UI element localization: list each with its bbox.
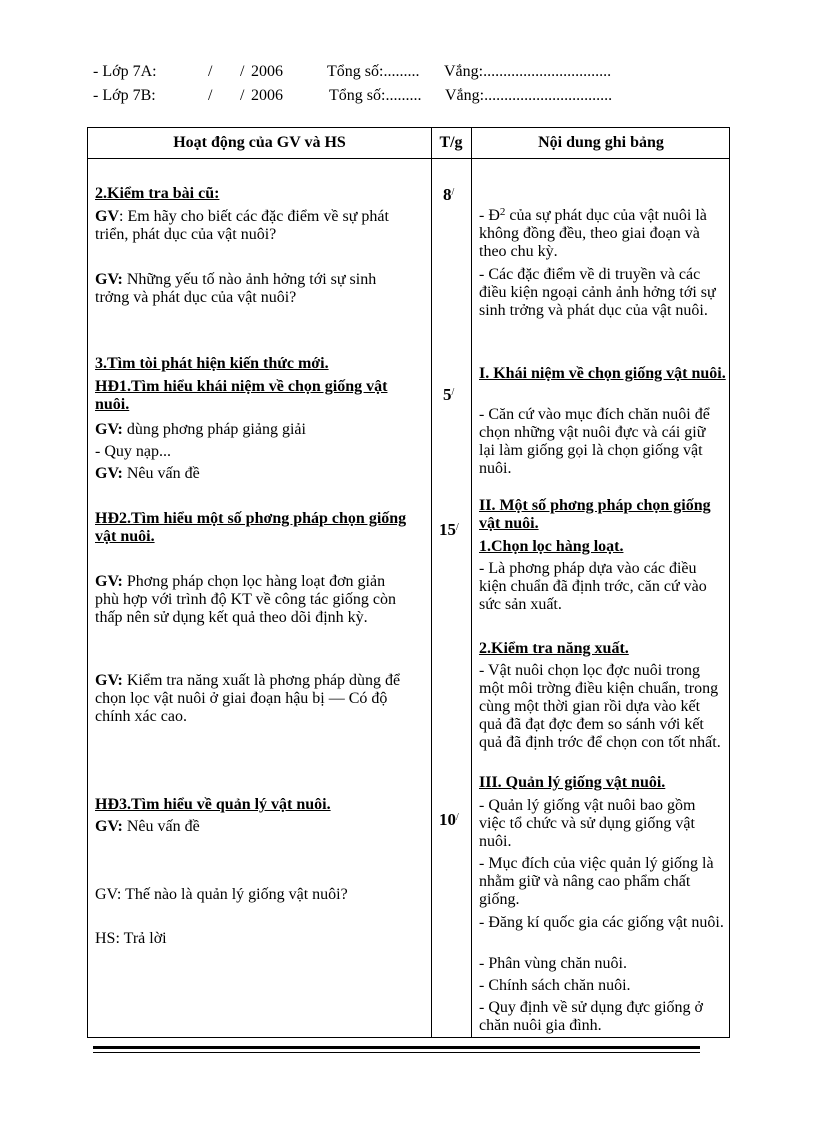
teacher-note: GV: Phơng pháp chọn lọc hàng loạt đơn giản phù hợp với trình độ KT về công tác giống còn thấp nên sử dụng kết quả theo dõi định kỳ. [95, 573, 397, 626]
total-count: Tổng số:......... [327, 63, 420, 80]
column-header-content: Nội dung ghi bảng [538, 134, 664, 151]
column-divider [431, 128, 432, 1037]
teacher-note: GV: Nêu vấn đề [95, 818, 200, 835]
header-divider [88, 158, 729, 159]
section-title: 3.Tìm tòi phát hiện kiến thức mới. [95, 355, 329, 372]
content-note: - Mục đích của việc quản lý giống là nhằm giữ và nâng cao phẩm chất giống. [479, 855, 714, 908]
date-sep: / [240, 63, 245, 80]
year: 2006 [251, 63, 283, 80]
content-note: - Các đặc điểm về di truyền và các điều kiện ngoại cảnh ảnh hởng tới sự sinh trởng và phát dục của vật nuôi. [479, 266, 716, 319]
section-heading: I. Khái niệm về chọn giống vật nuôi. [479, 365, 726, 382]
activity-title: HĐ3.Tìm hiểu về quản lý vật nuôi. [95, 796, 331, 813]
content-note: - Đăng kí quốc gia các giống vật nuôi. [479, 914, 724, 931]
time-value: 10/ [439, 810, 459, 829]
total-count: Tổng số:......... [329, 87, 422, 104]
content-note: - Là phơng pháp dựa vào các điều kiện chuẩn đã định trớc, căn cứ vào sức sản xuất. [479, 560, 707, 613]
column-divider [471, 128, 472, 1037]
content-note: - Chính sách chăn nuôi. [479, 977, 631, 994]
student-answer: HS: Trả lời [95, 930, 167, 947]
subsection-heading: 2.Kiểm tra năng xuất. [479, 640, 629, 657]
section-title: 2.Kiểm tra bài cũ: [95, 185, 220, 202]
class-7b-line [93, 87, 613, 107]
class-7a-line [93, 63, 612, 83]
absent-count: Vắng:................................ [444, 63, 612, 80]
footer-rule [93, 1052, 700, 1053]
time-value: 15/ [439, 520, 459, 539]
teacher-note: - Quy nạp... [95, 443, 171, 460]
teacher-note: GV: dùng phơng pháp giảng giải [95, 421, 306, 438]
content-note: - Quy định về sử dụng đực giống ở chăn nuôi gia đình. [479, 999, 704, 1034]
date-sep: / [240, 87, 245, 104]
year: 2006 [251, 87, 283, 104]
class-label: - Lớp 7A: [93, 63, 157, 80]
content-note: - Căn cứ vào mục đích chăn nuôi để chọn những vật nuôi đực và cái giữ lại làm giống gọi là chọn giống vật nuôi. [479, 406, 710, 477]
absent-count: Vắng:................................ [445, 87, 613, 104]
column-header-time: T/g [439, 134, 463, 151]
section-heading: II. Một số phơng pháp chọn giống vật nuôi. [479, 497, 711, 532]
activity-title: HĐ1.Tìm hiểu khái niệm về chọn giống vật nuôi. [95, 378, 388, 413]
subsection-heading: 1.Chọn lọc hàng loạt. [479, 538, 624, 555]
section-heading: III. Quản lý giống vật nuôi. [479, 774, 666, 791]
lesson-table [87, 127, 730, 1038]
activity-title: HĐ2.Tìm hiểu một số phơng pháp chọn giống vật nuôi. [95, 510, 407, 545]
time-value: 8/ [443, 185, 455, 204]
class-label: - Lớp 7B: [93, 87, 156, 104]
teacher-question: GV: Những yếu tố nào ảnh hởng tới sự sinh trởng và phát dục của vật nuôi? [95, 271, 377, 306]
time-value: 5/ [443, 385, 455, 404]
teacher-note: GV: Kiểm tra năng xuất là phơng pháp dùng để chọn lọc vật nuôi ở giai đoạn hậu bị — Có độ chính xác cao. [95, 672, 401, 725]
content-note: - Quản lý giống vật nuôi bao gồm việc tổ chức và sử dụng giống vật nuôi. [479, 797, 696, 850]
teacher-note: GV: Nêu vấn đề [95, 465, 200, 482]
teacher-question: GV: Thế nào là quản lý giống vật nuôi? [95, 886, 348, 903]
content-note: - Vật nuôi chọn lọc đợc nuôi trong một môi trờng điều kiện chuẩn, trong cùng một thời gian rồi dựa vào kết quả đã đạt đợc đem so sánh với kết quả đã định trớc để chọn con tốt nhất. [479, 662, 721, 751]
column-header-activity: Hoạt động của GV và HS [173, 134, 346, 151]
date-sep: / [208, 63, 213, 80]
content-note: - $Đ^2$ của sự phát dục của vật nuôi là không đồng đều, theo giai đoạn và theo chu kỳ. [479, 206, 707, 260]
teacher-question: GV: Em hãy cho biết các đặc điểm về sự phát triển, phát dục của vật nuôi? [95, 208, 389, 243]
footer-rule [93, 1046, 700, 1049]
date-sep: / [208, 87, 213, 104]
content-note: - Phân vùng chăn nuôi. [479, 955, 627, 972]
